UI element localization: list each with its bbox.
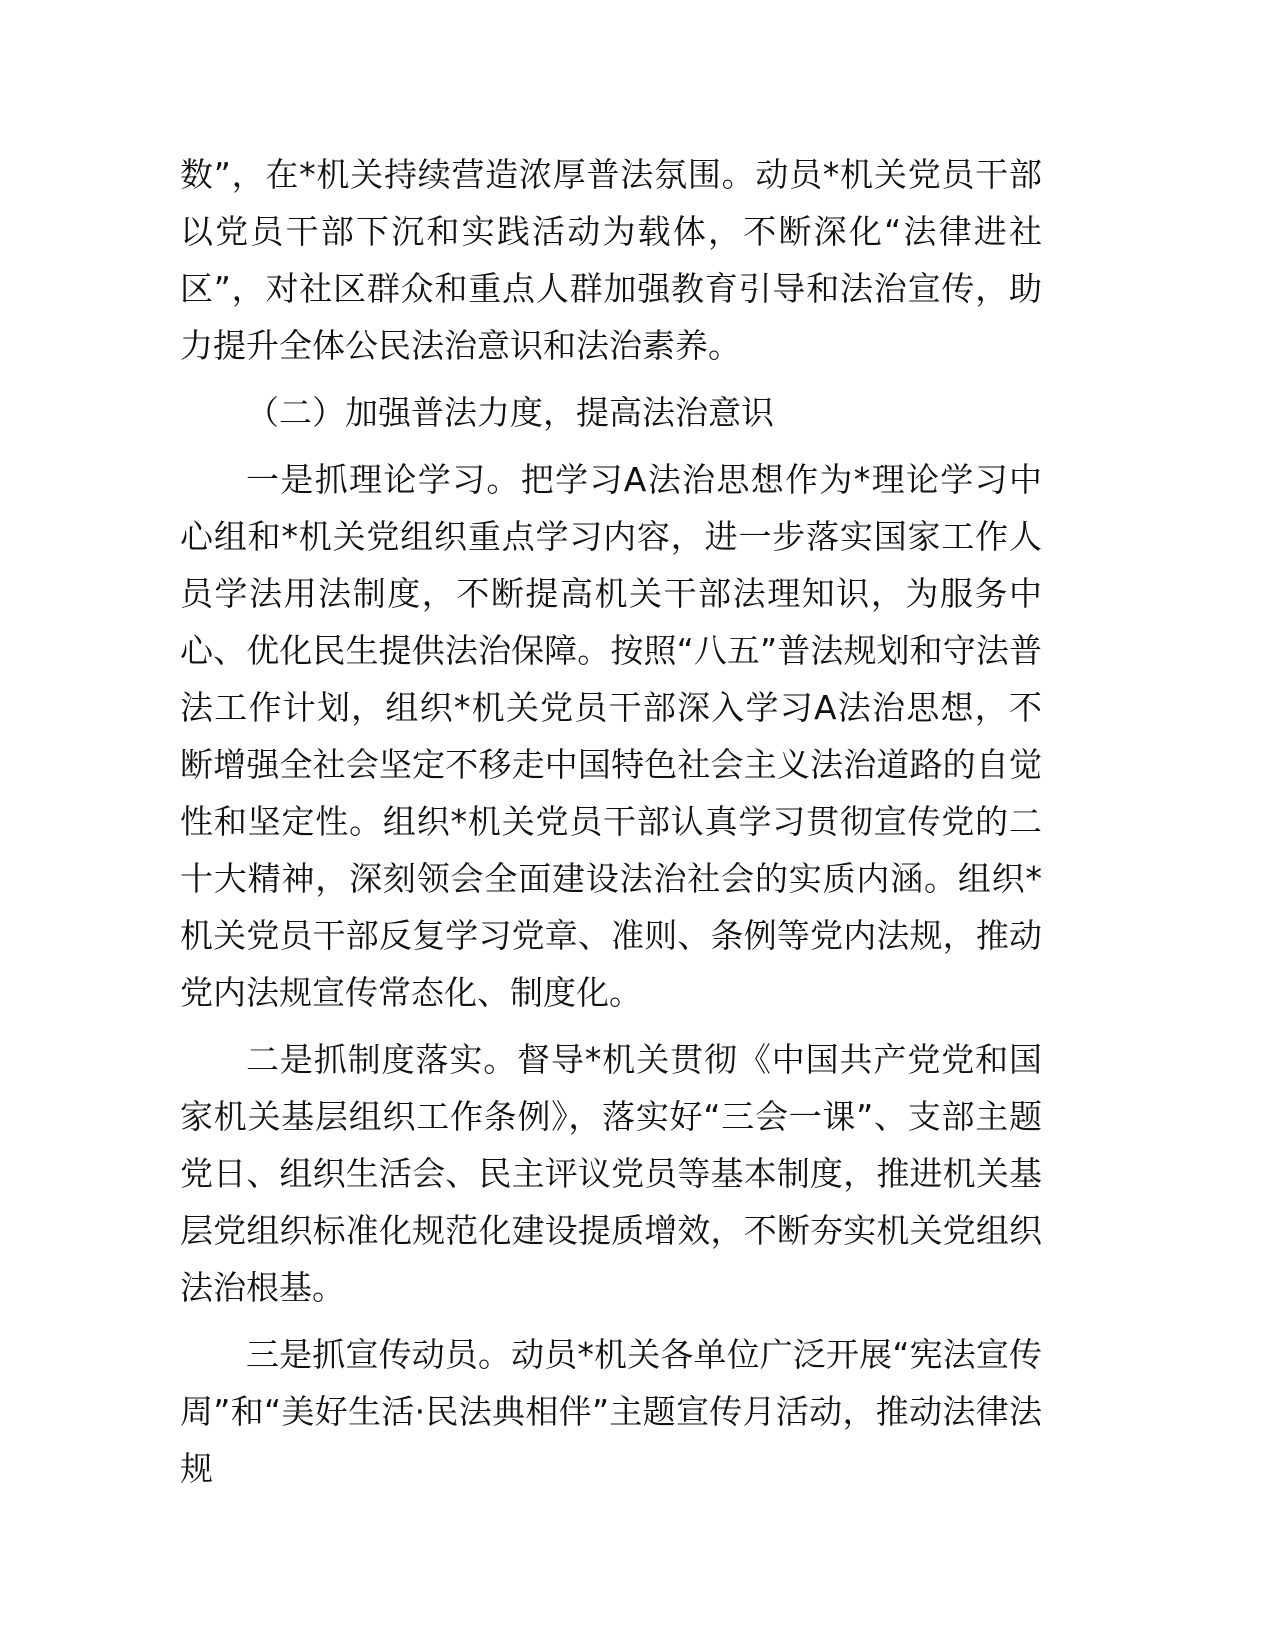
- section-heading: （二）加强普法力度，提高法治意识: [246, 393, 774, 432]
- paragraph-theory-study: 一是抓理论学习。把学习A法治思想作为*理论学习中心组和*机关党组织重点学习内容，进一步落实国家工作人员学法用法制度，不断提高机关干部法理知识，为服务中心、优化民生提供法治保障。按照“八五”普法规划和守法普法工作计划，组织*机关党员干部深入学习A法治思想，不断增强全社会坚定不移走中国特色社会主义法治道路的自觉性和坚定性。组织*机关党员干部认真学习贯彻宣传党的二十大精神，深刻领会全面建设法治社会的实质内涵。组织*机关党员干部反复学习党章、准则、条例等党内法规，推动党内法规宣传常态化、制度化。: [180, 460, 1042, 1012]
- document-body: [180, 146, 1042, 1507]
- paragraph-continuation: 数”，在*机关持续营造浓厚普法氛围。动员*机关党员干部以党员干部下沉和实践活动为载体，不断深化“法律进社区”，对社区群众和重点人群加强教育引导和法治宣传，助力提升全体公民法治意识和法治素养。: [180, 155, 1042, 365]
- paragraph-publicity-mobilization: 三是抓宣传动员。动员*机关各单位广泛开展“宪法宣传周”和“美好生活·民法典相伴”主题宣传月活动，推动法律法规: [180, 1335, 1042, 1488]
- paragraph-system-implementation: 二是抓制度落实。督导*机关贯彻《中国共产党党和国家机关基层组织工作条例》，落实好“三会一课”、支部主题党日、组织生活会、民主评议党员等基本制度，推进机关基层党组织标准化规范化建设提质增效，不断夯实机关党组织法治根基。: [180, 1040, 1042, 1307]
